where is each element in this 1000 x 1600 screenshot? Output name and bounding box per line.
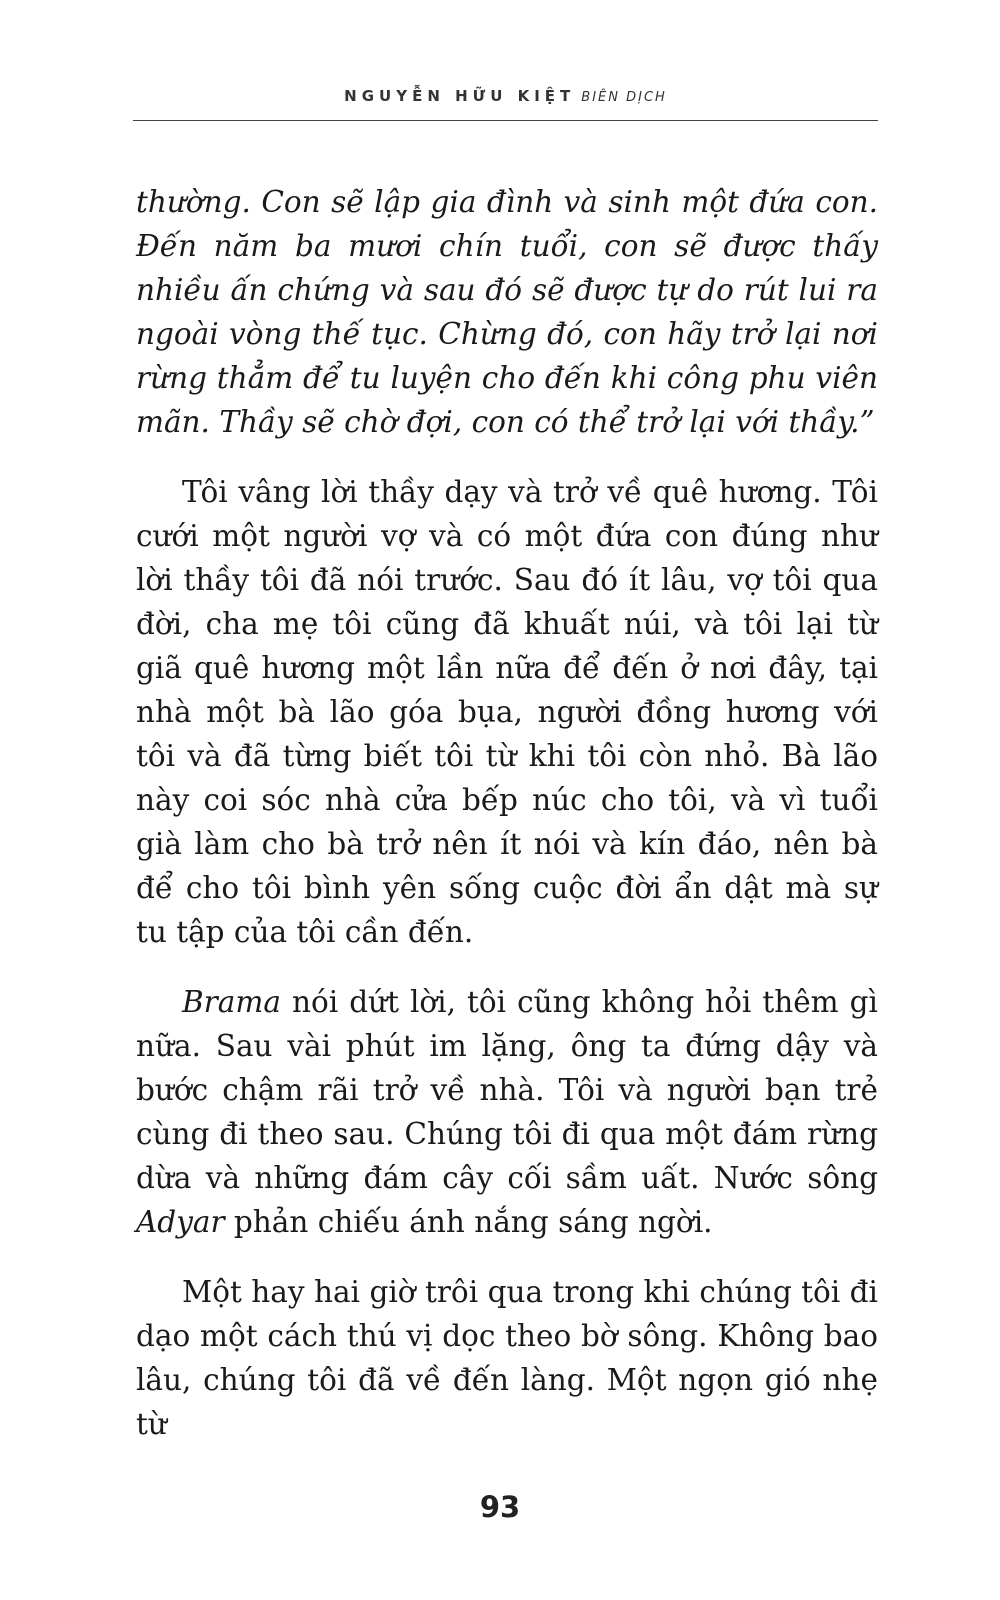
name-brama: Brama	[182, 985, 281, 1019]
page-number: 93	[479, 1490, 521, 1524]
header-rule	[133, 120, 878, 121]
paragraph-brama	[136, 980, 878, 1244]
body-text	[136, 180, 878, 1446]
paragraph: Tôi vâng lời thầy dạy và trở về quê hương. Tôi cưới một người vợ và có một đứa con đúng như lời thầy tôi đã nói trước. Sau đó ít lâu, vợ tôi qua đời, cha mẹ tôi cũng đã khuất núi, và tôi lại từ giã quê hương một lần nữa để đến ở nơi đây, tại nhà một bà lão góa bụa, người đồng hương với tôi và đã từng biết tôi từ khi tôi còn nhỏ. Bà lão này coi sóc nhà cửa bếp núc cho tôi, và vì tuổi già làm cho bà trở nên ít nói và kín đáo, nên bà để cho tôi bình yên sống cuộc đời ẩn dật mà sự tu tập của tôi cần đến.	[136, 475, 878, 949]
name-adyar: Adyar	[136, 1205, 225, 1239]
running-head	[133, 86, 878, 105]
paragraph-quote: thường. Con sẽ lập gia đình và sinh một đứa con. Đến năm ba mươi chín tuổi, con sẽ được thấy nhiều ấn chứng và sau đó sẽ được tự do rút lui ra ngoài vòng thế tục. Chừng đó, con hãy trở lại nơi rừng thẳm để tu luyện cho đến khi công phu viên mãn. Thầy sẽ chờ đợi, con có thể trở lại với thầy.”	[136, 185, 878, 439]
running-head-author: NGUYỄN HỮU KIỆT	[344, 87, 576, 105]
paragraph: Một hay hai giờ trôi qua trong khi chúng tôi đi dạo một cách thú vị dọc theo bờ sông. Không bao lâu, chúng tôi đã về đến làng. Một ngọn gió nhẹ từ	[136, 1275, 878, 1441]
running-head-role: BIÊN DỊCH	[581, 90, 667, 105]
paragraph-text-end: phản chiếu ánh nắng sáng ngời.	[224, 1205, 713, 1239]
paragraph-text: nói dứt lời, tôi cũng không hỏi thêm gì nữa. Sau vài phút im lặng, ông ta đứng dậy và bước chậm rãi trở về nhà. Tôi và người bạn trẻ cùng đi theo sau. Chúng tôi đi qua một đám rừng dừa và những đám cây cối sầm uất. Nước sông	[136, 985, 878, 1195]
